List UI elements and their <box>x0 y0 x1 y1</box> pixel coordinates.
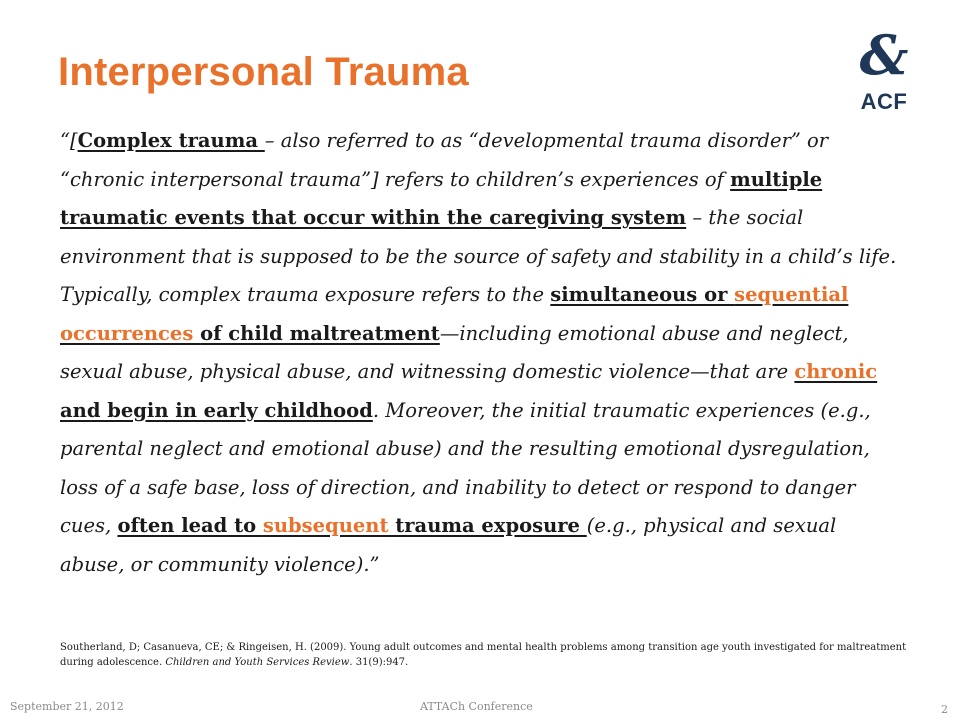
emphasized-phrase: of child maltreatment <box>200 321 440 345</box>
quote-text: —including emotional abuse and neglect, sexual abuse, physical abuse, and witnessing domestic violence—that are <box>60 321 849 383</box>
emphasized-phrase: Complex trauma <box>77 129 265 152</box>
ampersand-logo-mark: & <box>859 23 909 87</box>
logo-text: ACF <box>860 89 908 114</box>
emphasized-phrase-orange: chronic <box>794 360 878 383</box>
emphasized-phrase: trauma exposure <box>388 514 587 537</box>
acf-logo <box>856 23 912 120</box>
quote-paragraph <box>60 122 902 584</box>
citation <box>60 640 910 670</box>
emphasized-phrase: often lead to <box>117 514 263 537</box>
citation-journal: Children and Youth Services Review <box>165 657 350 668</box>
slide-title: Interpersonal Trauma <box>58 50 469 94</box>
emphasized-phrase: multiple traumatic events that occur within the caregiving system <box>60 167 823 229</box>
citation-volume: . 31(9):947. <box>349 657 409 668</box>
quote-text: . Moreover, the initial traumatic experiences (e.g., parental neglect and emotional abuse) and the resulting emotional dysregulation, loss of a safe base, loss of direction, and inability to detect or respond to danger cues, <box>60 398 871 537</box>
emphasized-phrase-orange: sequential occurrences <box>60 283 849 345</box>
emphasized-phrase: simultaneous or <box>550 283 735 306</box>
page-number: 2 <box>941 703 948 716</box>
quote-text: – the social environment that is supposed to be the source of safety and stability in a child’s life. Typically, complex trauma exposure refers to the <box>60 206 897 306</box>
emphasized-phrase: and begin in early childhood <box>60 398 373 422</box>
citation-authors-title: Southerland, D; Casanueva, CE; & Ringeisen, H. (2009). Young adult outcomes and mental health problems among transition age youth investigated for maltreatment during adolescence. <box>60 642 907 668</box>
quote-text: (e.g., physical and sexual abuse, or community violence).” <box>60 514 837 576</box>
footer-conference: ATTACh Conference <box>420 700 533 713</box>
footer-date: September 21, 2012 <box>10 700 124 713</box>
emphasized-phrase-orange: subsequent <box>262 514 389 537</box>
quote-text: – also referred to as “developmental trauma disorder” or “chronic interpersonal trauma”] refers to children’s experiences of <box>60 129 829 191</box>
quote-text: “[ <box>60 129 78 152</box>
